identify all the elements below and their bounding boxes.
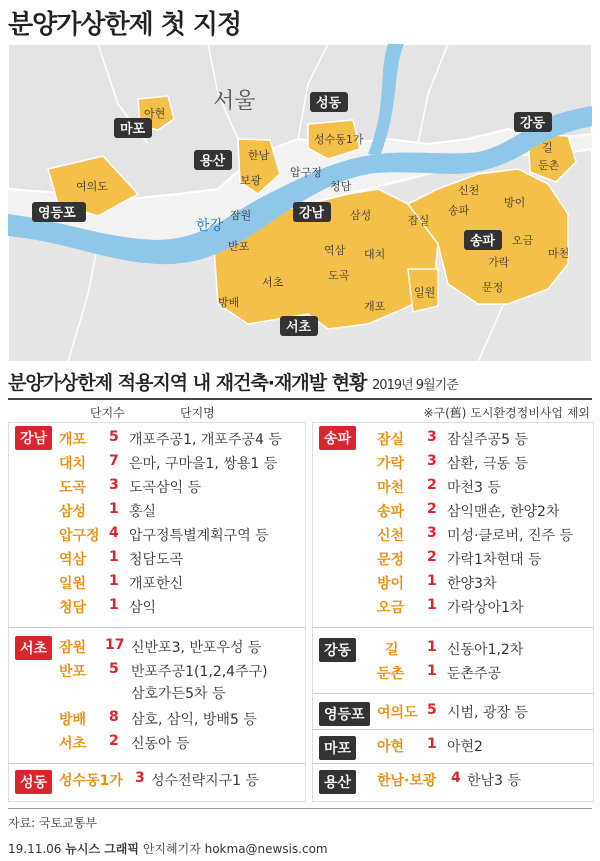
divider	[313, 729, 593, 730]
gu-label-gangdong: 강동	[520, 116, 546, 131]
table-row: 잠원 17 신반포3, 반포우성 등	[59, 637, 262, 656]
gu-label-seongdong: 성동	[316, 96, 342, 111]
dong-label-ahyeon: 아현	[144, 107, 166, 120]
district-label: 마포	[319, 736, 356, 760]
district-label: 서초	[15, 636, 52, 660]
gu-label-songpa: 송파	[470, 234, 496, 249]
credit-agency: 뉴시스 그래픽	[65, 842, 139, 856]
district-label: 송파	[319, 426, 356, 450]
dong-label-dogok: 도곡	[328, 269, 350, 282]
group-gangdong	[313, 635, 593, 691]
table-row: 압구정 4 압구정특별계획구역 등	[59, 525, 269, 544]
river-label: 한강	[196, 218, 224, 234]
source: 자료: 국토교통부	[8, 816, 98, 830]
table-row-cont: 삼호가든5차 등	[131, 686, 226, 702]
section-title-text: 분양가상한제 적용지역 내 재건축·재개발 현황	[8, 372, 367, 394]
credit-author: 안지혜기자 hokma@newsis.com	[142, 842, 328, 856]
group-mapo	[313, 733, 593, 763]
dong-label-ilwon: 일원	[414, 286, 436, 299]
table-row: 가락 3 삼환, 극동 등	[377, 453, 528, 472]
gu-label-yongsan: 용산	[200, 154, 226, 169]
right-table	[312, 422, 594, 802]
divider	[9, 763, 305, 764]
dong-label-yeoksam: 역삼	[324, 244, 346, 257]
section-date: 2019년 9월기준	[372, 378, 458, 393]
dong-label-garak: 가락	[488, 256, 510, 269]
table-row: 서초 2 신동아 등	[59, 733, 190, 752]
table-row: 오금 1 가락상아1차	[377, 597, 524, 616]
left-table	[8, 422, 306, 802]
dong-label-apgujeong: 압구정	[290, 166, 322, 179]
table-row: 도곡 3 도곡삼익 등	[59, 477, 202, 496]
table-row: 문정 2 가락1차현대 등	[377, 549, 542, 568]
district-label: 성동	[15, 770, 52, 794]
dong-label-songpa: 송파	[448, 204, 470, 217]
table-row: 여의도 5 시범, 광장 등	[377, 702, 528, 721]
district-label: 영등포	[319, 702, 370, 726]
table-row: 대치 7 은마, 구마을1, 쌍용1 등	[59, 453, 278, 472]
dong-label-macheon: 마천	[548, 247, 570, 260]
group-songpa	[313, 423, 593, 621]
group-seocho	[9, 633, 305, 763]
dong-label-bangbae: 방배	[218, 296, 240, 309]
table-row: 신천 3 미성·클로버, 진주 등	[377, 525, 573, 544]
section-divider	[8, 398, 592, 400]
credit-date: 19.11.06	[8, 842, 62, 856]
district-label: 용산	[319, 770, 356, 794]
table-row: 마천 2 마천3 등	[377, 477, 501, 496]
divider	[9, 627, 305, 628]
dong-label-cheongdam: 청담	[330, 180, 352, 193]
dong-label-munjeong: 문정	[482, 281, 504, 294]
dong-label-bogwang: 보광	[240, 174, 262, 187]
table-row: 반포 5 반포주공1(1,2,4주구)	[59, 661, 268, 680]
group-seongdong	[9, 767, 305, 797]
group-yeongdeungpo	[313, 699, 593, 729]
divider	[313, 693, 593, 694]
city-label: 서울	[213, 89, 256, 114]
dong-label-gil: 길	[542, 141, 553, 154]
credit	[8, 840, 328, 857]
dong-label-sincheon: 신천	[458, 184, 480, 197]
table-row: 개포 5 개포주공1, 개포주공4 등	[59, 429, 282, 448]
dong-label-samseong: 삼성	[350, 209, 372, 222]
table-row: 성수동1가 3 성수전략지구1 등	[59, 770, 260, 789]
district-label: 강남	[15, 426, 52, 450]
page-title: 분양가상한제 첫 지정	[8, 10, 242, 40]
table-row: 송파 2 삼익맨숀, 한양2차	[377, 501, 560, 520]
table-row: 삼성 1 홍실	[59, 501, 157, 520]
group-yongsan	[313, 767, 593, 797]
dong-label-daechi: 대치	[364, 248, 386, 261]
dong-label-jamsil: 잠실	[408, 214, 430, 227]
dong-label-ogeum: 오금	[512, 234, 534, 247]
district-label: 강동	[319, 638, 356, 662]
table-row: 청담 1 삼익	[59, 597, 157, 616]
dong-label-banpo: 반포	[228, 240, 250, 253]
table-row: 길 1 신동아1,2차	[385, 639, 524, 658]
dong-label-jamwon: 잠원	[230, 209, 252, 222]
table-row: 한남·보광 4 한남3 등	[377, 770, 521, 789]
section-title	[8, 368, 458, 395]
col-head-count: 단지수	[90, 406, 125, 420]
col-head-complex: 단지명	[180, 406, 215, 420]
dong-label-hannam: 한남	[248, 149, 270, 162]
table-row: 잠실 3 잠실주공5 등	[377, 429, 528, 448]
note: ※구(舊) 도시환경정비사업 제외	[423, 406, 590, 420]
table-row: 둔촌 1 둔촌주공	[377, 663, 502, 682]
table-row: 아현 1 아현2	[377, 736, 483, 755]
table-row: 일원 1 개포한신	[59, 573, 184, 592]
table-row: 방이 1 한양3차	[377, 573, 497, 592]
divider	[313, 763, 593, 764]
dong-label-seocho: 서초	[262, 276, 284, 289]
seoul-map	[8, 44, 592, 362]
gu-label-mapo: 마포	[120, 122, 146, 137]
group-gangnam	[9, 423, 305, 621]
gu-label-seocho: 서초	[286, 320, 312, 335]
table-row: 역삼 1 청담도곡	[59, 549, 184, 568]
dong-label-yeouido: 여의도	[76, 180, 108, 193]
table-row: 방배 8 삼호, 삼익, 방배5 등	[59, 709, 257, 728]
footer-divider	[8, 808, 592, 809]
gu-label-gangnam: 강남	[299, 206, 325, 221]
gu-label-yeongdeungpo: 영등포	[38, 206, 76, 221]
dong-label-seongsu: 성수동1가	[314, 133, 364, 146]
dong-label-bangi: 방이	[504, 196, 526, 209]
divider	[313, 627, 593, 628]
dong-label-gaepo: 개포	[364, 300, 386, 313]
dong-label-dunchon: 둔촌	[538, 159, 560, 172]
